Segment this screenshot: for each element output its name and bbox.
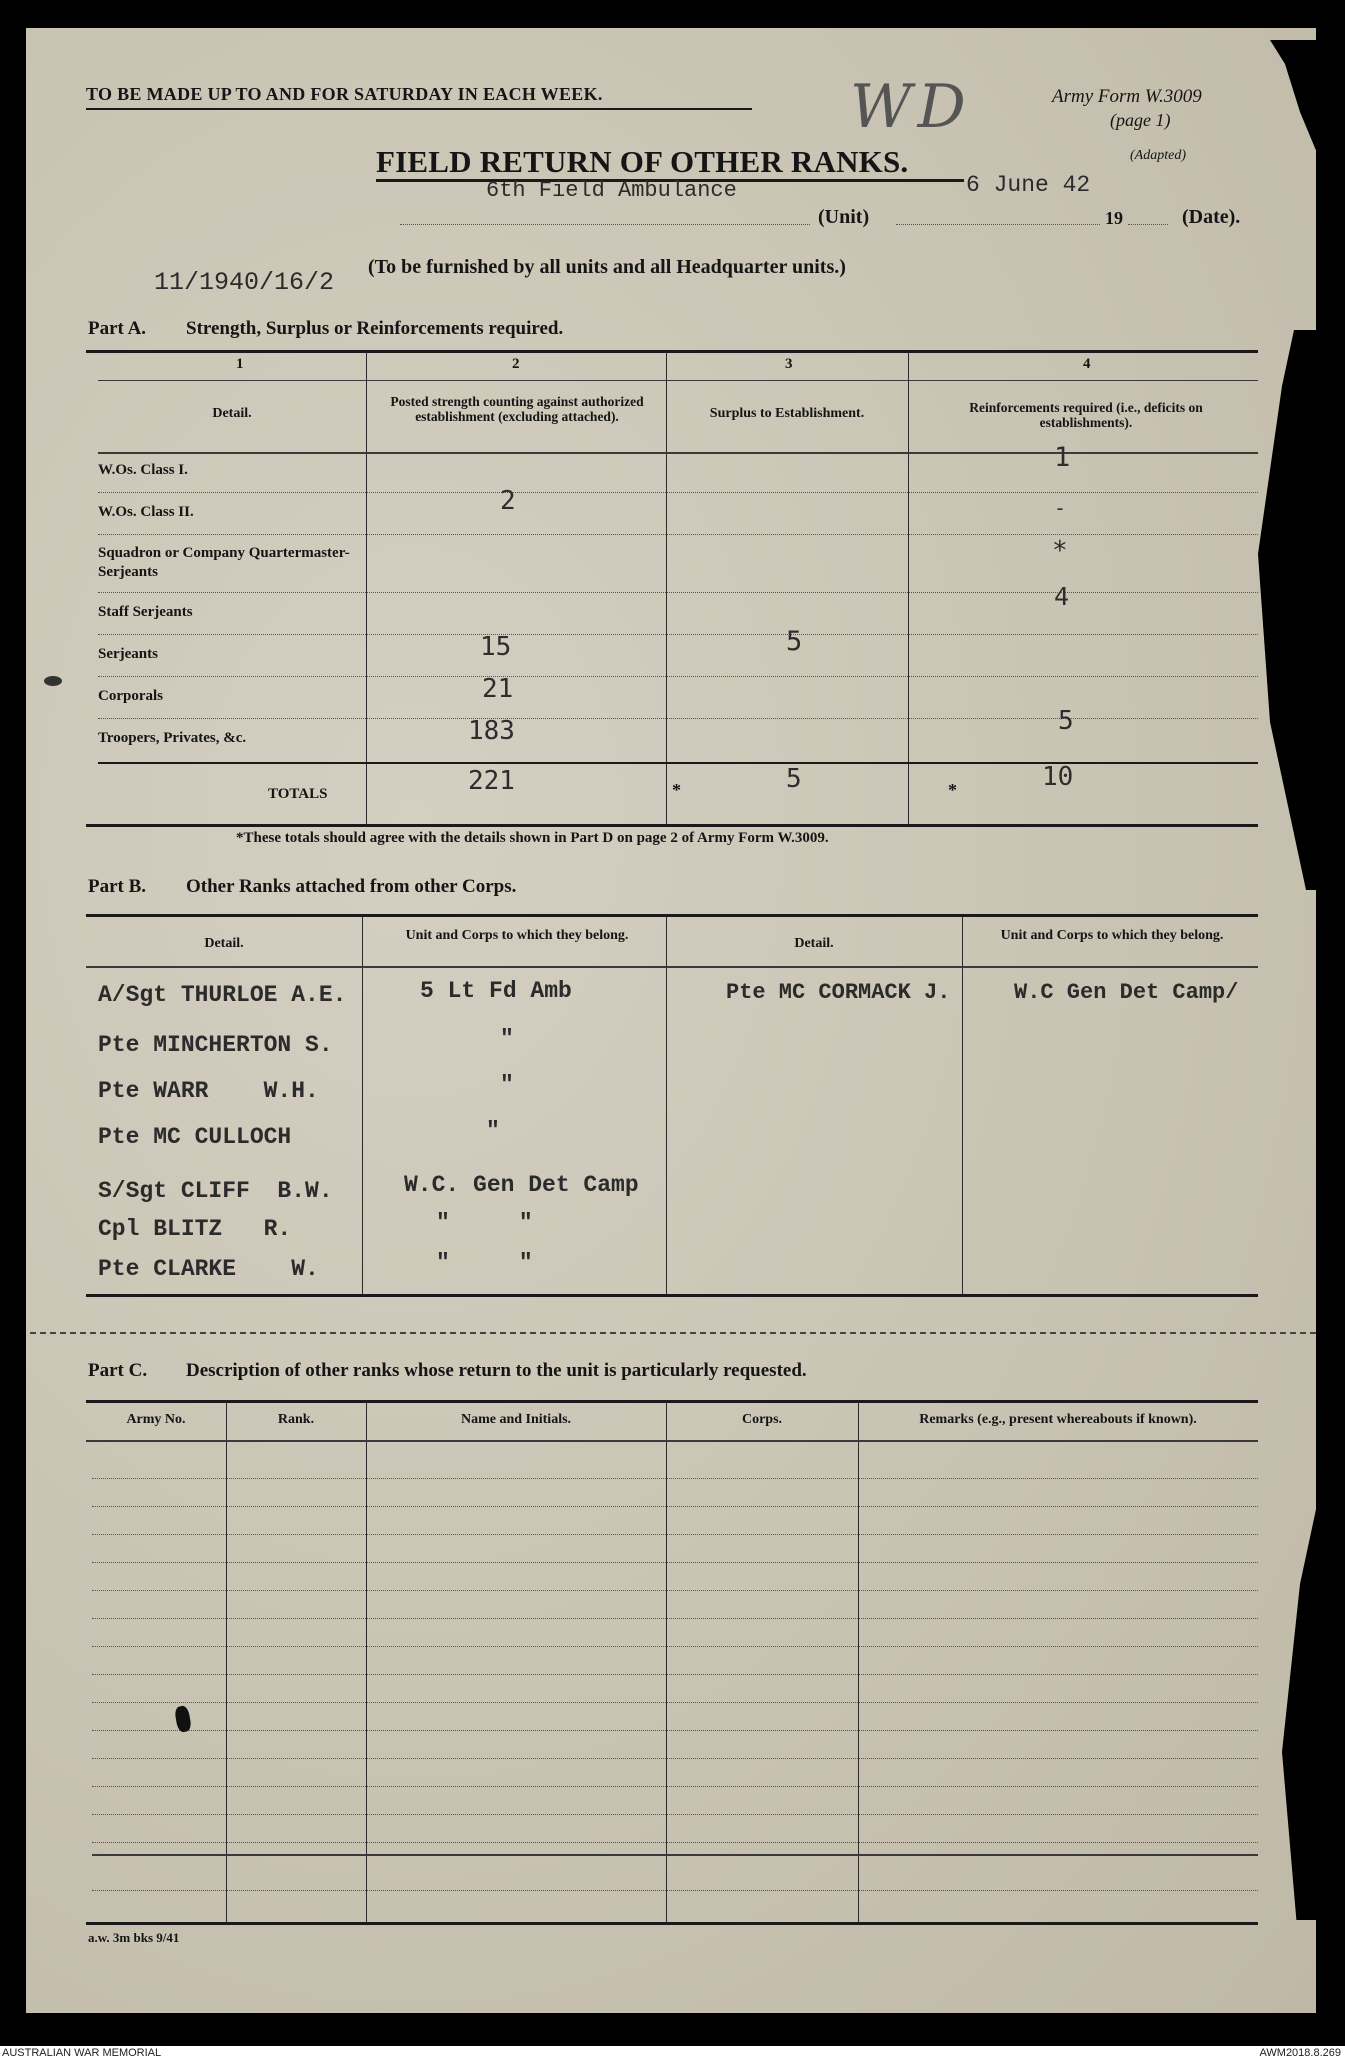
totals-posted: 221 — [468, 766, 515, 796]
totals-surplus: 5 — [786, 764, 802, 794]
header-surplus: Surplus to Establishment. — [709, 406, 865, 421]
year-dotted-line — [1128, 224, 1168, 225]
date-value: 6 June 42 — [966, 172, 1091, 198]
blank-row-rule — [92, 1506, 1258, 1507]
totals-top-rule — [98, 762, 1258, 764]
handwritten-initials: WD — [850, 72, 972, 142]
part-b-header-unit-right: Unit and Corps to which they belong. — [1000, 928, 1224, 943]
part-b-header-detail-right: Detail. — [794, 936, 834, 951]
col-number-rule — [98, 380, 1258, 381]
totals-reinforcements: 10 — [1042, 762, 1074, 792]
row-rule — [98, 676, 1258, 677]
row-posted: 21 — [482, 674, 514, 704]
attached-detail: A/Sgt THURLOE A.E. — [98, 982, 347, 1008]
attached-unit: W.C. Gen Det Camp — [404, 1172, 639, 1198]
form-page: (page 1) — [1110, 110, 1171, 130]
col-number-3: 3 — [785, 356, 793, 372]
attached-detail: Pte MINCHERTON S. — [98, 1032, 333, 1058]
part-c-vline-1 — [226, 1402, 227, 1922]
part-a-vline-1 — [366, 352, 367, 824]
blank-row-rule — [92, 1618, 1258, 1619]
row-reinforcements: 1 — [1054, 442, 1071, 473]
row-surplus: 5 — [786, 626, 803, 657]
header-posted-strength: Posted strength counting against authorized establishment (excluding attached). — [390, 394, 644, 424]
file-reference: 11/1940/16/2 — [154, 268, 335, 297]
part-c-vline-4 — [858, 1402, 859, 1922]
col-number-1: 1 — [236, 356, 244, 372]
blank-row-rule — [92, 1758, 1258, 1759]
row-posted: 183 — [468, 716, 515, 746]
part-b-bottom-rule — [86, 1294, 1258, 1297]
part-c-header-army-no: Army No. — [126, 1412, 186, 1427]
part-a-vline-2 — [666, 352, 667, 824]
part-c-header-remarks: Remarks (e.g., present whereabouts if known). — [919, 1412, 1197, 1427]
row-rule — [98, 534, 1258, 535]
blank-row-rule — [92, 1814, 1258, 1815]
row-rule — [98, 718, 1258, 719]
row-posted: 2 — [500, 486, 516, 516]
year-prefix: 19 — [1105, 208, 1123, 228]
part-b-vline-2 — [666, 916, 667, 1294]
part-b-label: Part B. — [88, 876, 147, 897]
blank-row-rule — [92, 1590, 1258, 1591]
attached-detail: Pte WARR W.H. — [98, 1078, 319, 1104]
attached-detail: S/Sgt CLIFF B.W. — [98, 1178, 333, 1204]
blank-row-rule — [92, 1890, 1258, 1891]
part-a-bottom-rule — [86, 824, 1258, 827]
blank-row-rule — [92, 1674, 1258, 1675]
part-c-bottom-rule — [86, 1922, 1258, 1925]
blank-row-rule — [92, 1730, 1258, 1731]
part-a-label: Part A. — [88, 318, 147, 339]
row-detail: W.Os. Class II. — [98, 504, 194, 520]
row-detail: W.Os. Class I. — [98, 462, 188, 478]
part-c-vline-3 — [666, 1402, 667, 1922]
row-reinforcements: 4 — [1054, 582, 1070, 611]
attached-detail: Cpl BLITZ R. — [98, 1216, 292, 1242]
row-reinforcements: - — [1054, 496, 1067, 520]
totals-label: TOTALS — [268, 786, 328, 802]
attached-unit: " — [486, 1118, 500, 1144]
col-number-2: 2 — [512, 356, 520, 372]
attached-unit: " — [500, 1072, 514, 1098]
row-rule — [98, 492, 1258, 493]
attached-unit: 5 Lt Fd Amb — [420, 978, 572, 1004]
row-posted: 15 — [480, 632, 512, 662]
part-c-double-rule — [92, 1854, 1258, 1856]
attached-unit: " " — [436, 1210, 533, 1236]
part-c-header-corps: Corps. — [741, 1412, 783, 1427]
row-detail: Troopers, Privates, &c. — [98, 730, 247, 746]
totals-footnote: *These totals should agree with the details shown in Part D on page 2 of Army Form W.3009. — [236, 830, 829, 846]
row-detail: Corporals — [98, 688, 163, 704]
instruction-text: TO BE MADE UP TO AND FOR SATURDAY IN EACH WEEK. — [86, 84, 603, 104]
date-dotted-line — [896, 224, 1100, 225]
pin-mark — [44, 676, 62, 686]
row-reinforcements: 5 — [1058, 706, 1074, 736]
date-label: (Date). — [1182, 206, 1241, 228]
blank-row-rule — [92, 1646, 1258, 1647]
attached-unit: " " — [436, 1250, 533, 1276]
unit-value: 6th Field Ambulance — [486, 178, 737, 203]
adapted-label: (Adapted) — [1130, 148, 1186, 163]
row-detail: Squadron or Company Quartermaster-Serjeants — [98, 545, 350, 580]
blank-row-rule — [92, 1702, 1258, 1703]
part-b-top-rule — [86, 914, 1258, 917]
part-c-header-name: Name and Initials. — [460, 1412, 572, 1427]
part-a-top-rule — [86, 350, 1258, 353]
unit-label: (Unit) — [818, 206, 870, 228]
part-c-header-rule — [86, 1440, 1258, 1442]
attached-detail: Pte CLARKE W. — [98, 1256, 319, 1282]
part-c-vline-2 — [366, 1402, 367, 1922]
blank-row-rule — [92, 1786, 1258, 1787]
header-reinforcements: Reinforcements required (i.e., deficits on establishments). — [969, 400, 1203, 430]
blank-row-rule — [92, 1478, 1258, 1479]
row-detail: Staff Serjeants — [98, 604, 193, 620]
part-b-heading: Other Ranks attached from other Corps. — [186, 876, 517, 897]
blank-row-rule — [92, 1842, 1258, 1843]
unit-dotted-line — [400, 224, 810, 225]
header-detail: Detail. — [212, 406, 252, 421]
blank-row-rule — [92, 1562, 1258, 1563]
part-c-label: Part C. — [88, 1360, 148, 1381]
part-b-header-detail-left: Detail. — [204, 936, 244, 951]
part-a-heading: Strength, Surplus or Reinforcements required. — [186, 318, 564, 339]
archive-strip — [0, 2046, 1345, 2061]
attached-unit: " — [500, 1026, 514, 1052]
attached-detail: Pte MC CULLOCH — [98, 1124, 292, 1150]
totals-surplus-asterisk: * — [672, 780, 681, 800]
perforation-line — [30, 1332, 1316, 1334]
form-title: FIELD RETURN OF OTHER RANKS. — [376, 144, 909, 179]
furnish-note: (To be furnished by all units and all Headquarter units.) — [368, 256, 846, 278]
part-b-vline-1 — [362, 916, 363, 1294]
part-c-heading: Description of other ranks whose return to the unit is particularly requested. — [186, 1360, 807, 1381]
part-b-header-rule — [86, 966, 1258, 968]
row-reinforcements: * — [1052, 536, 1068, 566]
row-rule — [98, 634, 1258, 635]
form-name: Army Form W.3009 — [1052, 86, 1202, 107]
archive-name: AUSTRALIAN WAR MEMORIAL — [2, 2047, 162, 2059]
instruction-underline — [86, 108, 752, 110]
attached-detail-right: Pte MC CORMACK J. — [726, 980, 951, 1005]
part-a-vline-3 — [908, 352, 909, 824]
totals-reinf-asterisk: * — [948, 780, 957, 800]
part-b-header-unit-left: Unit and Corps to which they belong. — [405, 928, 629, 943]
print-code: a.w. 3m bks 9/41 — [88, 1930, 180, 1945]
col-number-4: 4 — [1083, 356, 1091, 372]
row-rule — [98, 592, 1258, 593]
header-bottom-rule — [98, 452, 1258, 454]
part-c-top-rule — [86, 1400, 1258, 1403]
attached-unit-right: W.C Gen Det Camp/ — [1014, 980, 1239, 1005]
part-c-header-rank: Rank. — [277, 1412, 315, 1427]
blank-row-rule — [92, 1534, 1258, 1535]
row-detail: Serjeants — [98, 646, 158, 662]
archive-id: AWM2018.8.269 — [1259, 2047, 1341, 2059]
part-b-vline-3 — [962, 916, 963, 1294]
